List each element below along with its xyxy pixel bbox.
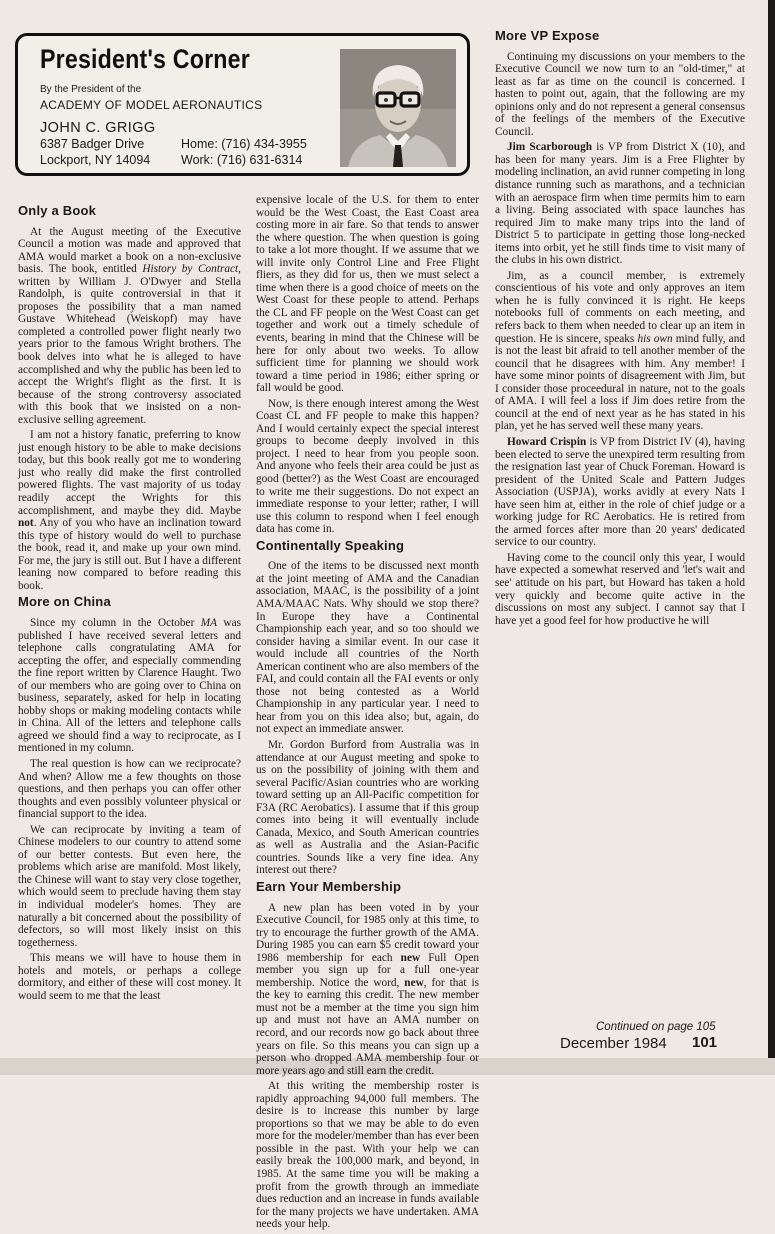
paragraph: I am not a history fanatic, preferring to know just enough history to be able to make decisions today, but this book really got me to wondering just who really did make the first controlled powered flights. The vast majority of us today readily accept the Wrights for this accomplishment, and maybe they did. Maybe not. Any of you who have an inclination toward this type of history would do well to purchase the book, read it, and make up your own mind. For me, the jury is still out. But I have a different leaning now compared to before reading this book. — [18, 429, 241, 592]
byline: By the President of the — [40, 84, 142, 95]
work-phone: Work: (716) 631-6314 — [181, 153, 303, 167]
continued-note: Continued on page 105 — [596, 1021, 716, 1033]
paragraph: Since my column in the October MA was published I have received several letters and telephone calls congratulating AMA for accepting the offer, and especially commending the fine report written by Clarence Haught. Two of our members who are going over to China on business, separately, asked for help in locating hobby shops or making modeling contacts while in China. All of the letters and telephone calls agreed we should find a way to reciprocate, as I mentioned in my column. — [18, 616, 241, 755]
paragraph: At this writing the membership roster is rapidly approaching 94,000 full members. The desire is to increase this number by large proportions so that we may be able to do even more for the modeler/member than has ever been possible in the past. With your help we can easily break the 100,000 mark, and beyond, in 1985. At the same time you will be making a profit from the growth through an immediate dues reduction and an increase in funds available for the many projects we have undertaken. AMA needs your help. — [256, 1080, 479, 1231]
heading-more-vp-expose: More VP Expose — [495, 28, 600, 43]
heading-only-a-book: Only a Book — [18, 203, 97, 218]
paragraph: Howard Crispin is VP from District IV (4), having been elected to serve the unexpired term resulting from the resignation last year of Chuck Foreman. Howard is president of the United Scale and Pattern Judges Association (USPJA), works avidly at every Nats I have seen him at, either in the role of chief judge or a working judge for RC Aerobatics. He is retired from the armed forces after more than 20 years' dedicated service to our country. — [495, 435, 745, 549]
article-column-middle — [256, 194, 479, 1234]
article-column-right — [495, 26, 745, 630]
home-phone: Home: (716) 434-3955 — [181, 137, 307, 151]
heading-more-on-china: More on China — [18, 594, 111, 610]
president-name: JOHN C. GRIGG — [40, 120, 156, 136]
paragraph: This means we will have to house them in hotels and motels, or perhaps a college dormitory, and either of these will cost money. It would seem to me that the least — [18, 952, 241, 1002]
organization-name: ACADEMY OF MODEL AERONAUTICS — [40, 98, 263, 112]
heading-continentally-speaking: Continentally Speaking — [256, 537, 405, 553]
paragraph: Now, is there enough interest among the West Coast CL and FF people to make this happen? And I would certainly expect the special interest groups to become deeply involved in this project. I need to hear from you people soon. And anyone who feels their area could be just as good (better?) as the West Coast are encouraged to write me their suggestions. Do not expect an immediate response to your letter; rather, I will use this column to respond when I feel enough data has come in. — [256, 397, 479, 536]
article-column-left — [18, 205, 241, 1005]
paragraph: One of the items to be discussed next month at the joint meeting of AMA and the Canadian association, MAAC, is the possibility of a joint AMA/MAAC Nats. Why should we stop there? In Europe they have a Continental Championship each year, and so too should we consider having a similar event. In our case it would include all countries of the North American continent who are also members of the FAI, and could contain all the FAI events or only those not being contested as a World Championship in any particular year. I need to hear from you on this idea also; but, again, do not expect an immediate answer. — [256, 560, 479, 736]
heading-earn-your-membership: Earn Your Membership — [256, 878, 402, 894]
presidents-corner-header — [15, 33, 470, 176]
paragraph: Having come to the council only this year, I would have expected a somewhat reserved and 'let's wait and see' attitude on his part, but Howard has taken a hold very quickly and become quite active in the discussions on most any subject. I cannot say that I have yet a good feel for how productive he will — [495, 551, 745, 627]
paragraph: A new plan has been voted in by your Executive Council, for 1985 only at this time, to try to encourage the further growth of the AMA. During 1985 you can earn $5 credit toward your 1986 membership for each new Full Open member you sign up for a full one-year membership. Notice the word, new, for that is the key to earning this credit. The new member must not be a member at the time you sign him up and must not have an AMA number on record, and our records now go back about three years on file. So this means you can sign up a person who dropped AMA membership four or more years ago and still earn the credit. — [256, 901, 479, 1077]
paragraph: Continuing my discussions on your members to the Executive Council we now turn to an "old-timer," at least as far as time on the council is concerned. I hasten to point out, again, that the following are my opinions only and do not represent a general consensus of the feelings of the members of the Executive Council. — [495, 50, 745, 138]
paragraph: Mr. Gordon Burford from Australia was in attendance at our August meeting and spoke to us on the possibility of joining with them and several Pacific/Asian countries who are working toward setting up an All-Pacific competition for F3A (RC Aerobatics). I assume that if this group comes into being it will eventually include Canada, Mexico, and South American countries as well as Australia and the Asian-Pacific countries. Sounds like a very fine idea. Any interest out there? — [256, 738, 479, 877]
paragraph: Jim Scarborough is VP from District X (10), and has been for many years. Jim is a Free Flighter by modeling inclination, an avid runner competing in long distance running such as marathons, and a technician with an aerospace firm when time permits him to earn a living. Being associated with space launches has required Jim to make many trips into the land of District 5 to participate in getting those long-necked items into orbit, yet he still finds time to visit many of the clubs in his own district. — [495, 141, 745, 267]
paragraph: We can reciprocate by inviting a team of Chinese modelers to our country to attend some of our better contests. But even here, the problems which arise are manifold. Most likely, the Chinese will want to stay very close together, which would seem to preclude having them stay in individual modeler's homes. They are naturally a bit concerned about the possibility of defectors, so will most likely insist on this togetherness. — [18, 823, 241, 949]
paragraph: At the August meeting of the Executive Council a motion was made and approved that AMA would market a book on a non-exclusive basis. The book, entitled History by Contract, written by William J. O'Dwyer and Stella Randolph, is quite controversial in that it proposes the possibility that a man named Gustave Whitehead (Weiskopf) may have completed a controlled power flight nearly two years prior to the famous Wright brothers. The book delves into what he is alleged to have accomplished and why the public has been led to accept the Wright's flight as the first. It is because of the strong controversy associated with this book that we insisted on a non-exclusive selling agreement. — [18, 225, 241, 426]
page-edge-right — [768, 0, 775, 1075]
paragraph: expensive locale of the U.S. for them to enter would be the West Coast, the East Coast area costing more in air fare. So that tends to answer the where question. The when question is going to take a lot more thought. If we assume that we will invite only Control Line and Free Flight fliers, as they did for us, then we must select a time when there is a good choice of meets on the West Coast for these people to attend. Perhaps the CL and FF people on the West Coast can get together and work out a timely schedule of events, bearing in mind that the Chinese will be here for only about two weeks. To allow sufficient time for planning we should work toward a time period in 1986; either spring or fall would be good. — [256, 194, 479, 395]
paragraph: The real question is how can we reciprocate? And when? Allow me a few thoughts on those questions, and then perhaps you can offer other thoughts and even possibly volunteer physical or financial support to the idea. — [18, 757, 241, 821]
president-portrait — [340, 49, 456, 167]
paragraph: Jim, as a council member, is extremely conscientious of his vote and only approves an item when he is fully convinced it is right. He keeps notebooks full of comments on each meeting, and refers back to them when needed to clear up an item in question. He is sincere, speaks his own mind fully, and is not the least bit afraid to tell another member of the council that he disagrees with him. Any member! I have some minor points of disagreement with Jim, but I consider those proceedural in nature, not to the goals of AMA. I will feel a loss if Jim does retire from the council at the end of next year as he has stated in his plan, yet he has served well these many years. — [495, 269, 745, 433]
issue-date: December 1984 — [560, 1035, 667, 1052]
column-title: President's Corner — [40, 44, 250, 74]
street-address: 6387 Badger Drive — [40, 137, 145, 151]
page-number: 101 — [692, 1034, 718, 1051]
city-address: Lockport, NY 14094 — [40, 153, 151, 167]
